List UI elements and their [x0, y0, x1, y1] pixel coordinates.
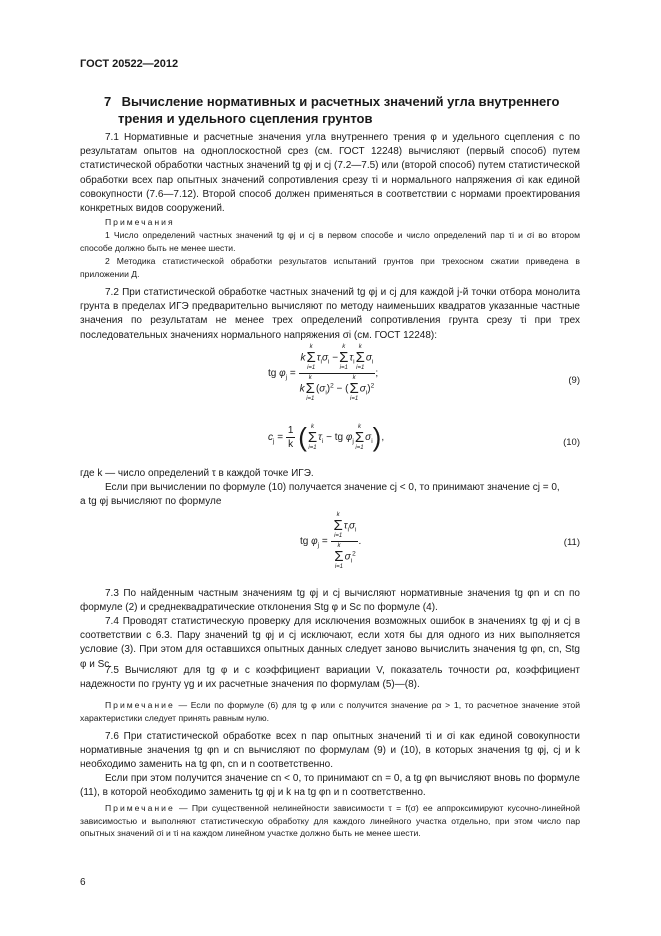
note-1: 1 Число определений частных значений tg φj и cj в первом способе и число определений пар τi и σi во втором способе должно быть не менее шести.: [80, 230, 580, 253]
where-k-text: где k — число определений τ в каждой точке ИГЭ.: [80, 468, 314, 479]
note-3: [80, 699, 580, 724]
standard-header: ГОСТ 20522—2012: [80, 58, 179, 70]
equation-number-11: (11): [563, 537, 580, 548]
equation-number-9: (9): [568, 375, 580, 386]
if-c-negative-line1: Если при вычислении по формуле (10) получается значение cj < 0, то принимают значение cj = 0,: [105, 482, 560, 493]
paragraph-7-1: 7.1 Нормативные и расчетные значения угла внутреннего трения φ и удельного сцепления c по результатам опытов на одноплоскостной срез (см. ГОСТ 12248) вычисляют (первый способ) путем статистической обработки частных значений tg φj и cj (7.2—7.5) или (второй способ) путем статистической обработки всех пар опытных значений сопротивления срезу τi и нормального напряжения σi как единой совокупности (7.6—7.12). Второй способ должен применяться в соответствии с нормами проектирования конкретных видов сооружений.: [80, 132, 580, 215]
notes-heading: Примечания: [105, 217, 175, 227]
note-3-text: — Если по формуле (6) для tg φ или c получится значение ρα > 1, то расчетное значение этой характеристики следует принять равным нулю.: [80, 700, 580, 723]
formula-9: tg $\varphi_j$ = k k Σ i=1 $\tau_i\sigma_i$ − k Σ i=1 $\tau_i$ k Σ i=1 $\sigma_i$ k k Σ i=1 $(\sigma_i)^2$ − ( k Σ i=1 $\sigma_i)^2$ ;: [268, 344, 379, 402]
section-title-line1: Вычисление нормативных и расчетных значений угла внутреннего: [121, 94, 560, 109]
paragraph-7-6: 7.6 При статистической обработке всех n пар опытных значений τi и σi как единой совокупности нормативные значения tg φn и cn вычисляют по формулам (9) и (10), в которых значения tg φj, cj и k необходимо заменить на tg φn, cn и n соответственно.: [80, 731, 580, 771]
note-4: [80, 802, 580, 840]
paragraph-7-5: 7.5 Вычисляют для tg φ и c коэффициент вариации V, показатель точности ρα, коэффициент надежности по грунту γg и их расчетные значения по формулам (5)—(8).: [80, 665, 580, 691]
equation-number-10: (10): [563, 437, 580, 448]
paragraph-7-4: 7.4 Проводят статистическую проверку для исключения возможных ошибок в значениях tg φj и cj в соответствии с 6.3. Пару значений tg φj и cj исключают, если хотя бы для одного из них выполняется условие (3). При этом для оставшихся опытных данных следует заново вычислить значения tg φn, cn, Stg φ и Sc.: [80, 616, 580, 670]
formula-9-fraction: k k Σ i=1 $\tau_i\sigma_i$ − k Σ i=1 $\tau_i$ k Σ i=1 $\sigma_i$ k k Σ i=1 $(\sigma_i)^2$ − ( k Σ i=1 $\sigma_i)^2$: [299, 344, 375, 402]
paragraph-7-6-continued: Если при этом получится значение cn < 0, то принимают cn = 0, а tg φn вычисляют вновь по формуле (11), в которой необходимо заменить tg φj и k на tg φn и n соответственно.: [80, 773, 580, 799]
formula-10: $c_j$ = $\frac{1}{k}$ ( k Σ i=1 $\tau_i$ − tg $\varphi_j$ k Σ i=1 $\sigma_i$),: [268, 422, 385, 452]
note-4-text: — При существенной нелинейности зависимости τ = f(σ) ее аппроксимируют кусочно-линейной зависимостью и выполняют статистическую обработку для каждого линейного участка отдельно, при этом число пар опытных значений σi и τi на каждом линейном участке должно быть не менее шести.: [80, 803, 580, 838]
section-title-line2: трения и удельного сцепления грунтов: [118, 111, 373, 126]
note-2: 2 Методика статистической обработки результатов испытаний грунтов при трехосном сжатии приведена в приложении Д.: [80, 256, 580, 279]
section-number: 7: [104, 94, 112, 109]
paragraph-7-3: 7.3 По найденным частным значениям tg φj и cj вычисляют нормативные значения tg φn и cn по формуле (2) и среднеквадратические отклонения Stg φ и Sc по формуле (4).: [80, 588, 580, 614]
note-3-label: Примечание: [105, 700, 175, 710]
section-title: [104, 93, 574, 127]
page-number: 6: [80, 877, 86, 888]
formula-11: tg $\varphi_j$ = k Σ i=1 $\tau_i\sigma_i$ k Σ i=1 $\sigma_i^2$ .: [300, 512, 362, 570]
if-c-negative-line2: а tg φj вычисляют по формуле: [80, 496, 222, 507]
paragraph-7-2: 7.2 При статистической обработке частных значений tg φj и cj для каждой j-й точки отбора монолита грунта в пределах ИГЭ предварительно вычисляют по методу наименьших квадратов указанные частные значения по результатам не менее трех определений сопротивления грунта срезу τi при трех последовательных значениях нормального напряжения σi (см. ГОСТ 12248):: [80, 287, 580, 341]
formula-9-lhs: tg $\varphi_j$ =: [268, 368, 299, 382]
note-4-label: Примечание: [105, 803, 175, 813]
